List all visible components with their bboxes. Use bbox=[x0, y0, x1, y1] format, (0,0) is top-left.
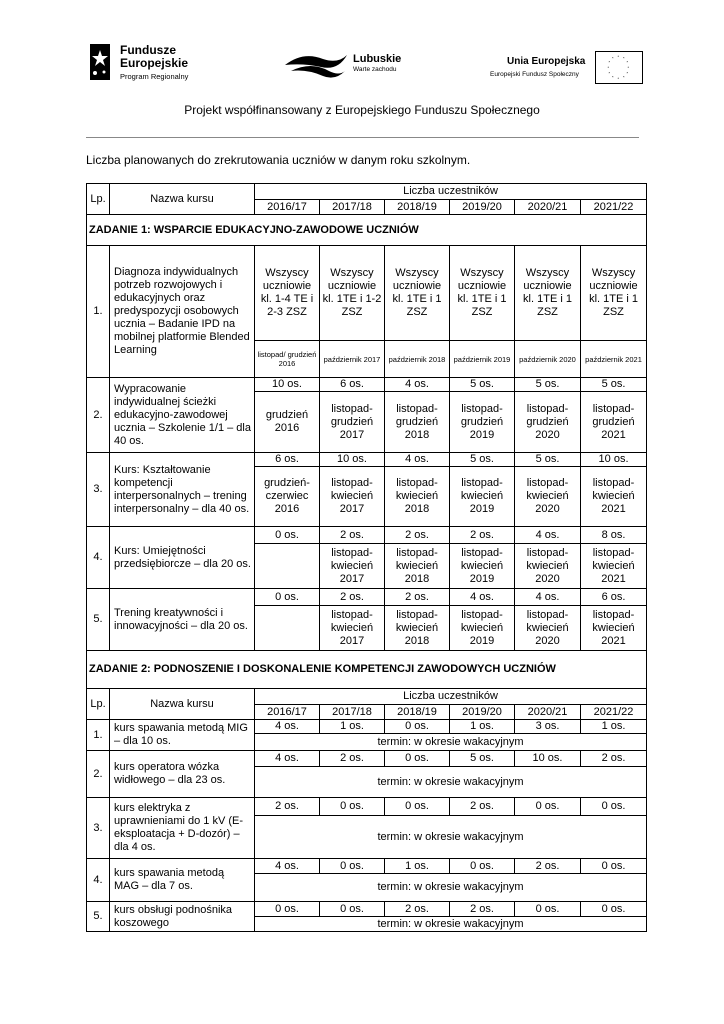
svg-text:*: * bbox=[623, 74, 625, 80]
participants-cell: Wszyscy uczniowie kl. 1TE i 1 ZSZ bbox=[581, 246, 647, 341]
term-cell: listopad-kwiecień 2021 bbox=[581, 544, 647, 589]
participants-cell: 4 os. bbox=[385, 453, 450, 467]
unia-europejska-logo bbox=[486, 50, 646, 86]
course-name: Trening kreatywności i innowacyjności – dla 20 os. bbox=[110, 589, 255, 651]
year-header: 2021/22 bbox=[581, 200, 647, 215]
cofinancing-note: Projekt współfinansowany z Europejskiego Funduszu Społecznego bbox=[184, 103, 540, 117]
row-number: 5. bbox=[87, 589, 110, 651]
term-cell: grudzień 2016 bbox=[255, 392, 320, 453]
course-name: Kurs: Umiejętności przedsiębiorcze – dla 20 os. bbox=[110, 527, 255, 589]
participants-cell: 2 os. bbox=[320, 751, 385, 767]
participants-cell: 0 os. bbox=[581, 902, 647, 917]
course-name: kurs operatora wózka widłowego – dla 23 os. bbox=[110, 751, 255, 798]
term-cell: termin: w okresie wakacyjnym bbox=[255, 917, 647, 932]
lubuskie-logo-line2: Warte zachodu bbox=[353, 66, 397, 73]
year-header: 2017/18 bbox=[320, 705, 385, 720]
table-row bbox=[87, 453, 647, 467]
svg-text:*: * bbox=[612, 55, 614, 61]
term-cell: grudzień-czerwiec 2016 bbox=[255, 467, 320, 527]
participants-cell: 2 os. bbox=[320, 589, 385, 606]
year-header: 2018/19 bbox=[385, 200, 450, 215]
participants-cell: 0 os. bbox=[320, 798, 385, 816]
lp-header: Lp. bbox=[87, 184, 110, 215]
term-cell: listopad-kwiecień 2019 bbox=[450, 467, 515, 527]
section1-title: ZADANIE 1: WSPARCIE EDUKACYJNO-ZAWODOWE UCZNIÓW bbox=[87, 215, 647, 246]
term-cell: listopad-grudzień 2017 bbox=[320, 392, 385, 453]
participants-cell: 0 os. bbox=[581, 798, 647, 816]
year-header: 2019/20 bbox=[450, 200, 515, 215]
table-row bbox=[87, 184, 647, 200]
fe-logo-line2: Europejskie bbox=[120, 56, 189, 70]
participants-cell: 4 os. bbox=[450, 589, 515, 606]
svg-text:*: * bbox=[608, 59, 611, 65]
table-row bbox=[87, 720, 647, 734]
participants-cell: 10 os. bbox=[255, 378, 320, 392]
participants-cell: 10 os. bbox=[320, 453, 385, 467]
course-name: Kurs: Kształtowanie kompetencji interpersonalnych – trening interpersonalny – dla 40 os. bbox=[110, 453, 255, 527]
participants-cell: 1 os. bbox=[385, 859, 450, 874]
participants-cell: 1 os. bbox=[320, 720, 385, 734]
participants-cell: Wszyscy uczniowie kl. 1TE i 1-2 ZSZ bbox=[320, 246, 385, 341]
participants-cell: 0 os. bbox=[581, 859, 647, 874]
participants-cell: 10 os. bbox=[515, 751, 581, 767]
svg-text:*: * bbox=[617, 76, 620, 81]
svg-text:*: * bbox=[626, 59, 629, 65]
participants-cell: 0 os. bbox=[515, 902, 581, 917]
term-cell: listopad-kwiecień 2019 bbox=[450, 544, 515, 589]
participants-cell: 2 os. bbox=[320, 527, 385, 544]
term-cell: listopad-kwiecień 2017 bbox=[320, 544, 385, 589]
svg-text:*: * bbox=[627, 65, 630, 70]
eu-logo-line2: Europejski Fundusz Społeczny bbox=[490, 71, 579, 78]
participants-cell: Wszyscy uczniowie kl. 1TE i 1 ZSZ bbox=[515, 246, 581, 341]
participants-cell: 5 os. bbox=[515, 453, 581, 467]
row-number: 2. bbox=[87, 378, 110, 453]
term-cell: listopad-kwiecień 2019 bbox=[450, 606, 515, 651]
term-cell: październik 2017 bbox=[320, 341, 385, 378]
participants-cell: 0 os. bbox=[320, 859, 385, 874]
svg-text:*: * bbox=[626, 70, 629, 76]
row-number: 1. bbox=[87, 246, 110, 378]
year-header: 2019/20 bbox=[450, 705, 515, 720]
participants-cell: Wszyscy uczniowie kl. 1-4 TE i 2-3 ZSZ bbox=[255, 246, 320, 341]
course-name: kurs spawania metodą MIG – dla 10 os. bbox=[110, 720, 255, 751]
year-header: 2016/17 bbox=[255, 705, 320, 720]
term-cell: listopad-grudzień 2018 bbox=[385, 392, 450, 453]
year-header: 2020/21 bbox=[515, 200, 581, 215]
section2-title: ZADANIE 2: PODNOSZENIE I DOSKONALENIE KOMPETENCJI ZAWODOWYCH UCZNIÓW bbox=[87, 651, 647, 689]
participants-header: Liczba uczestników bbox=[255, 689, 647, 705]
participants-cell: 0 os. bbox=[450, 859, 515, 874]
term-cell: październik 2021 bbox=[581, 341, 647, 378]
term-cell: listopad-kwiecień 2021 bbox=[581, 467, 647, 527]
term-cell: listopad-grudzień 2019 bbox=[450, 392, 515, 453]
term-cell: termin: w okresie wakacyjnym bbox=[255, 816, 647, 859]
term-cell: termin: w okresie wakacyjnym bbox=[255, 767, 647, 798]
table-row bbox=[87, 215, 647, 246]
course-name: Wypracowanie indywidualnej ścieżki edukacyjno-zawodowej ucznia – Szkolenie 1/1 – dla 40 os. bbox=[110, 378, 255, 453]
participants-cell: 2 os. bbox=[255, 798, 320, 816]
course-name: Diagnoza indywidualnych potrzeb rozwojowych i edukacyjnych oraz predyspozycji osobowych ucznia – Badanie IPD na mobilnej platformie Blended Learning bbox=[110, 246, 255, 378]
row-number: 5. bbox=[87, 902, 110, 932]
fe-star-icon bbox=[88, 42, 112, 82]
term-cell: listopad-kwiecień 2017 bbox=[320, 467, 385, 527]
fe-logo-line1: Fundusze bbox=[120, 43, 176, 57]
participants-cell: 4 os. bbox=[385, 378, 450, 392]
participants-cell: 4 os. bbox=[255, 720, 320, 734]
participants-cell: Wszyscy uczniowie kl. 1TE i 1 ZSZ bbox=[450, 246, 515, 341]
participants-cell: 5 os. bbox=[515, 378, 581, 392]
table-row bbox=[87, 902, 647, 917]
svg-text:*: * bbox=[608, 70, 611, 76]
year-header: 2017/18 bbox=[320, 200, 385, 215]
lubuskie-logo-line1: Lubuskie bbox=[353, 53, 402, 65]
participants-cell: 0 os. bbox=[385, 720, 450, 734]
participants-cell: 5 os. bbox=[581, 378, 647, 392]
participants-cell: 0 os. bbox=[255, 527, 320, 544]
term-cell: październik 2020 bbox=[515, 341, 581, 378]
row-number: 3. bbox=[87, 798, 110, 859]
svg-text:*: * bbox=[612, 74, 614, 80]
row-number: 4. bbox=[87, 859, 110, 902]
header-divider bbox=[86, 137, 639, 138]
lubuskie-logo bbox=[283, 45, 413, 85]
row-number: 1. bbox=[87, 720, 110, 751]
svg-text:*: * bbox=[617, 54, 620, 59]
participants-cell: 2 os. bbox=[385, 527, 450, 544]
row-number: 3. bbox=[87, 453, 110, 527]
table-row bbox=[87, 378, 647, 392]
participants-cell: 4 os. bbox=[515, 589, 581, 606]
course-name: kurs spawania metodą MAG – dla 7 os. bbox=[110, 859, 255, 902]
term-cell bbox=[255, 544, 320, 589]
page-header bbox=[0, 0, 724, 150]
term-cell: listopad-kwiecień 2020 bbox=[515, 544, 581, 589]
svg-text:*: * bbox=[607, 65, 610, 70]
participants-cell: 5 os. bbox=[450, 453, 515, 467]
participants-cell: 2 os. bbox=[385, 902, 450, 917]
term-cell: listopad-kwiecień 2018 bbox=[385, 606, 450, 651]
term-cell: październik 2019 bbox=[450, 341, 515, 378]
lubuskie-wave-icon bbox=[283, 51, 349, 81]
row-number: 2. bbox=[87, 751, 110, 798]
table-row bbox=[87, 246, 647, 341]
term-cell: termin: w okresie wakacyjnym bbox=[255, 874, 647, 902]
year-header: 2018/19 bbox=[385, 705, 450, 720]
term-cell: listopad-kwiecień 2018 bbox=[385, 467, 450, 527]
participants-cell: 2 os. bbox=[515, 859, 581, 874]
participants-cell: 5 os. bbox=[450, 378, 515, 392]
participants-cell: 2 os. bbox=[385, 589, 450, 606]
participants-cell: 2 os. bbox=[450, 902, 515, 917]
participants-cell: 3 os. bbox=[515, 720, 581, 734]
fe-logo-line3: Program Regionalny bbox=[120, 72, 189, 81]
eu-flag-icon bbox=[595, 51, 643, 84]
participants-header: Liczba uczestników bbox=[255, 184, 647, 200]
participants-cell: 0 os. bbox=[255, 589, 320, 606]
participants-cell: 5 os. bbox=[450, 751, 515, 767]
row-number: 4. bbox=[87, 527, 110, 589]
term-cell: listopad/ grudzień 2016 bbox=[255, 341, 320, 378]
term-cell: listopad-kwiecień 2018 bbox=[385, 544, 450, 589]
participants-cell: 4 os. bbox=[255, 859, 320, 874]
table-row bbox=[87, 798, 647, 816]
year-header: 2021/22 bbox=[581, 705, 647, 720]
svg-text:*: * bbox=[623, 55, 625, 61]
term-cell: listopad-kwiecień 2020 bbox=[515, 467, 581, 527]
participants-cell: 8 os. bbox=[581, 527, 647, 544]
term-cell: listopad-kwiecień 2021 bbox=[581, 606, 647, 651]
table-row bbox=[87, 689, 647, 705]
lp-header: Lp. bbox=[87, 689, 110, 720]
year-header: 2016/17 bbox=[255, 200, 320, 215]
participants-cell: 0 os. bbox=[255, 902, 320, 917]
intro-text: Liczba planowanych do zrekrutowania uczniów w danym roku szkolnym. bbox=[86, 153, 471, 167]
participants-cell: 6 os. bbox=[255, 453, 320, 467]
course-name: kurs elektryka z uprawnieniami do 1 kV (E-eksploatacja + D-dozór) – dla 4 os. bbox=[110, 798, 255, 859]
participants-cell: 10 os. bbox=[581, 453, 647, 467]
year-header: 2020/21 bbox=[515, 705, 581, 720]
term-cell: listopad-grudzień 2021 bbox=[581, 392, 647, 453]
term-cell: termin: w okresie wakacyjnym bbox=[255, 734, 647, 751]
participants-cell: 1 os. bbox=[450, 720, 515, 734]
table-row bbox=[87, 527, 647, 544]
participants-cell: 0 os. bbox=[385, 798, 450, 816]
term-cell bbox=[255, 606, 320, 651]
term-cell: listopad-kwiecień 2020 bbox=[515, 606, 581, 651]
participants-cell: 2 os. bbox=[450, 527, 515, 544]
table-row bbox=[87, 859, 647, 874]
participants-cell: 6 os. bbox=[581, 589, 647, 606]
participants-cell: 0 os. bbox=[320, 902, 385, 917]
participants-cell: 6 os. bbox=[320, 378, 385, 392]
course-name-header: Nazwa kursu bbox=[110, 184, 255, 215]
table-row bbox=[87, 751, 647, 767]
courses-table bbox=[86, 183, 647, 932]
participants-cell: Wszyscy uczniowie kl. 1TE i 1 ZSZ bbox=[385, 246, 450, 341]
participants-cell: 4 os. bbox=[515, 527, 581, 544]
participants-cell: 2 os. bbox=[581, 751, 647, 767]
participants-cell: 2 os. bbox=[450, 798, 515, 816]
participants-cell: 1 os. bbox=[581, 720, 647, 734]
table-row bbox=[87, 651, 647, 689]
term-cell: listopad-kwiecień 2017 bbox=[320, 606, 385, 651]
participants-cell: 0 os. bbox=[515, 798, 581, 816]
course-name: kurs obsługi podnośnika koszowego bbox=[110, 902, 255, 932]
table-row bbox=[87, 589, 647, 606]
course-name-header: Nazwa kursu bbox=[110, 689, 255, 720]
term-cell: listopad-grudzień 2020 bbox=[515, 392, 581, 453]
eu-logo-line1: Unia Europejska bbox=[507, 56, 586, 67]
term-cell: październik 2018 bbox=[385, 341, 450, 378]
participants-cell: 0 os. bbox=[385, 751, 450, 767]
fundusze-europejskie-logo bbox=[88, 42, 208, 86]
participants-cell: 4 os. bbox=[255, 751, 320, 767]
